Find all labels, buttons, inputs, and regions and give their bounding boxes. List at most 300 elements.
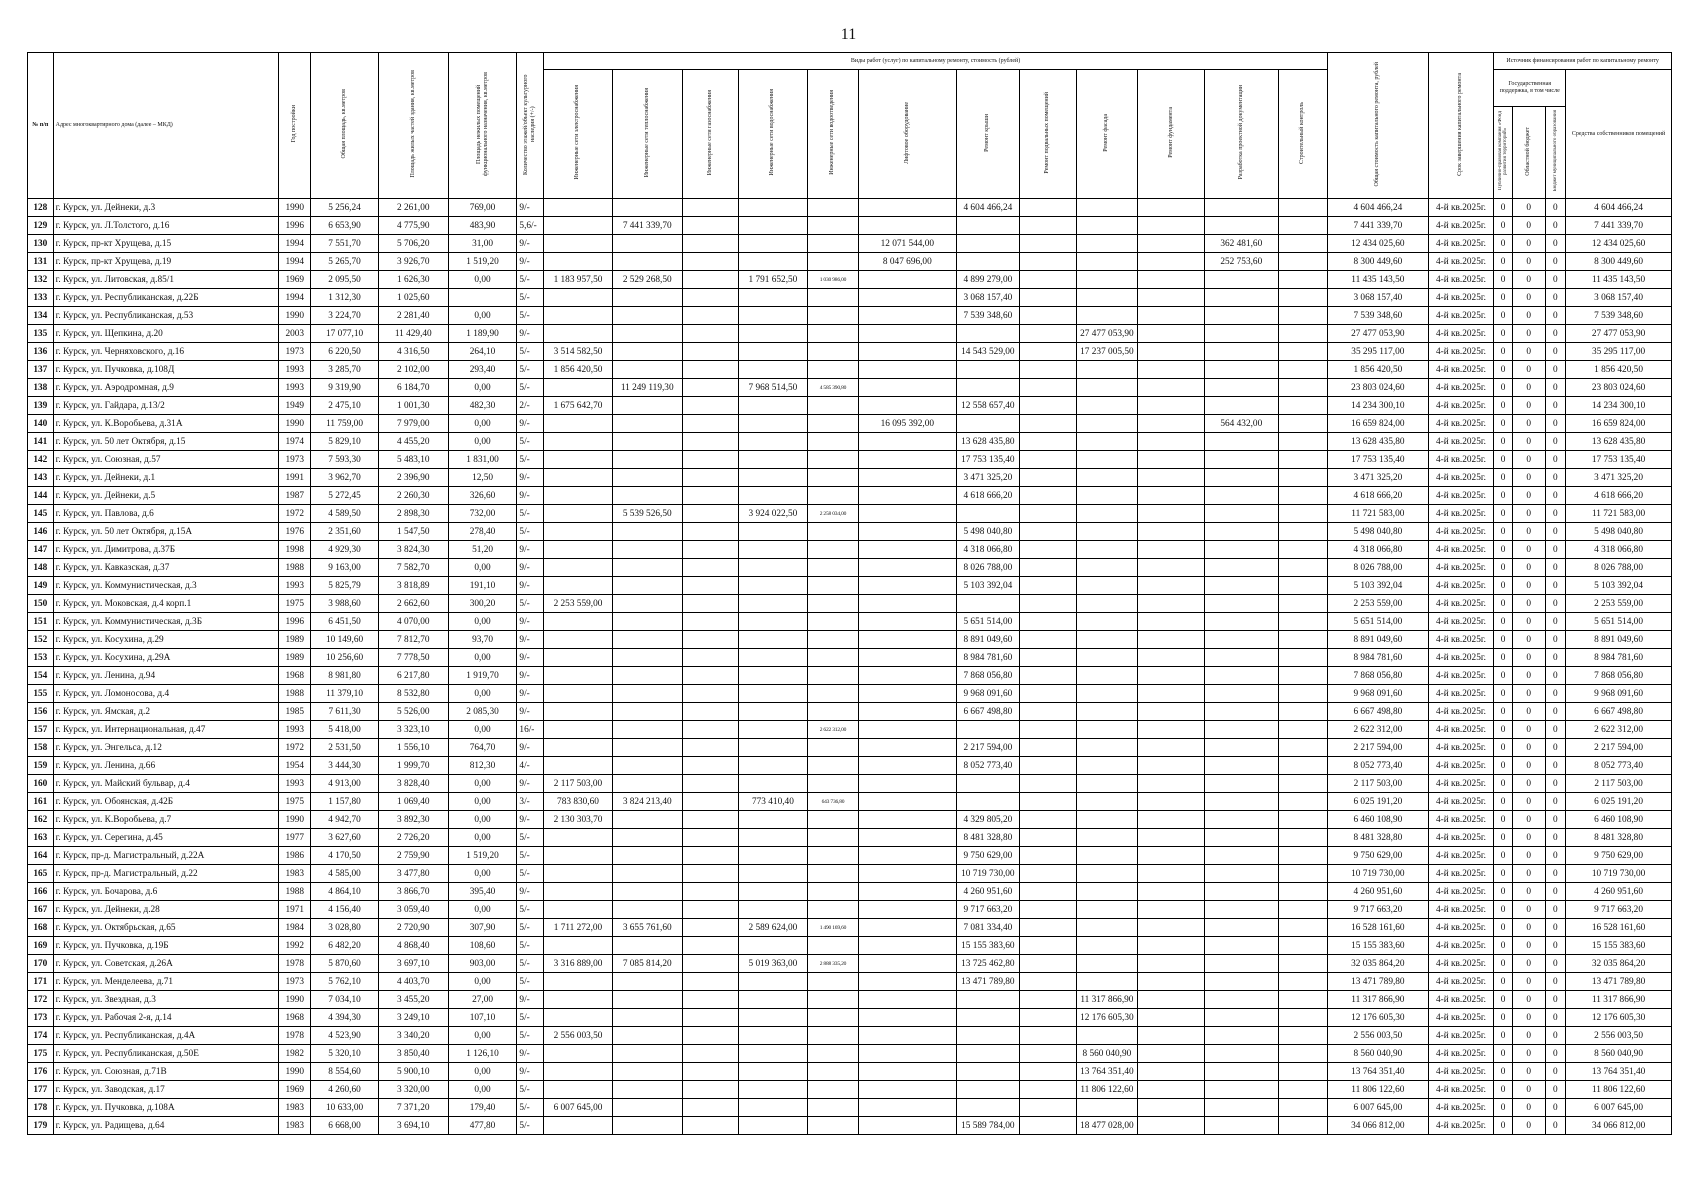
work-cost-cell: 2 888 335,20 [807,955,858,973]
work-cost-cell [1204,1081,1278,1099]
work-cost-cell [807,595,858,613]
work-cost-cell: 4 318 066,80 [956,541,1020,559]
work-cost-cell [1076,973,1138,991]
work-cost-cell [1138,757,1205,775]
work-cost-cell [859,343,956,361]
work-cost-cell [1076,487,1138,505]
fund-cell: 0 [1494,361,1512,379]
municipal-budget-cell: 0 [1545,307,1566,325]
work-cost-cell [1138,991,1205,1009]
work-cost-cell: 1 030 986,00 [807,271,858,289]
work-cost-cell [1204,595,1278,613]
work-cost-cell [807,469,858,487]
row-number: 128 [28,199,54,217]
year-cell: 1993 [279,379,311,397]
living-area-cell: 8 532,80 [378,685,448,703]
work-cost-cell [859,739,956,757]
work-cost-cell [739,703,808,721]
work-cost-cell [612,991,682,1009]
total-cost-cell: 6 007 645,00 [1328,1099,1429,1117]
year-cell: 1993 [279,775,311,793]
municipal-budget-cell: 0 [1545,721,1566,739]
total-cost-cell: 34 066 812,00 [1328,1117,1429,1135]
floors-cell: 9/- [517,811,544,829]
work-cost-cell [1020,487,1076,505]
work-cost-cell [859,271,956,289]
regional-budget-cell: 0 [1512,361,1545,379]
owners-funds-cell: 2 253 559,00 [1566,595,1672,613]
living-area-cell: 7 979,00 [378,415,448,433]
row-number: 160 [28,775,54,793]
work-cost-cell [859,649,956,667]
total-area-cell: 6 220,50 [311,343,379,361]
work-cost-cell [956,1009,1020,1027]
work-cost-cell [1204,1009,1278,1027]
work-cost-cell [1020,271,1076,289]
work-cost-cell [544,235,613,253]
work-cost-cell [1076,685,1138,703]
fund-cell: 0 [1494,1045,1512,1063]
work-cost-cell [956,1099,1020,1117]
work-cost-cell [1278,919,1327,937]
total-area-cell: 4 942,70 [311,811,379,829]
deadline-cell: 4-й кв.2025г. [1428,1045,1494,1063]
owners-funds-cell: 8 052 773,40 [1566,757,1672,775]
work-cost-cell: 8 891 049,60 [956,631,1020,649]
municipal-budget-cell: 0 [1545,811,1566,829]
regional-budget-cell: 0 [1512,667,1545,685]
work-cost-cell [682,361,738,379]
year-cell: 1988 [279,685,311,703]
work-cost-cell [1138,217,1205,235]
municipal-budget-cell: 0 [1545,739,1566,757]
work-cost-cell [612,199,682,217]
table-row [28,541,1672,559]
floors-cell: 5/- [517,1027,544,1045]
work-cost-cell [1076,613,1138,631]
nonliving-area-cell: 179,40 [448,1099,517,1117]
municipal-budget-cell: 0 [1545,937,1566,955]
year-cell: 1974 [279,433,311,451]
living-area-cell: 6 217,80 [378,667,448,685]
work-cost-cell [544,685,613,703]
work-cost-cell [1278,343,1327,361]
municipal-budget-cell: 0 [1545,775,1566,793]
total-cost-cell: 7 441 339,70 [1328,217,1429,235]
work-cost-cell [859,847,956,865]
address-cell: г. Курск, ул. Гайдара, д.13/2 [53,397,279,415]
work-cost-cell: 3 471 325,20 [956,469,1020,487]
work-cost-cell [1204,667,1278,685]
work-cost-cell [739,865,808,883]
living-area-cell: 1 069,40 [378,793,448,811]
total-cost-cell: 6 667 498,80 [1328,703,1429,721]
col-header-deadline: Срок завершения капитального ремонта [1428,53,1494,199]
fund-cell: 0 [1494,1063,1512,1081]
living-area-cell: 3 892,30 [378,811,448,829]
floors-cell: 5,6/- [517,217,544,235]
total-area-cell: 5 829,10 [311,433,379,451]
fund-cell: 0 [1494,613,1512,631]
nonliving-area-cell: 108,60 [448,937,517,955]
row-number: 166 [28,883,54,901]
work-cost-cell [1204,433,1278,451]
work-cost-cell [956,721,1020,739]
total-area-cell: 5 870,60 [311,955,379,973]
work-cost-cell [739,595,808,613]
col-header-sources-group: Источник финансирования работ по капитальному ремонту [1494,53,1672,70]
deadline-cell: 4-й кв.2025г. [1428,649,1494,667]
floors-cell: 9/- [517,739,544,757]
table-row [28,397,1672,415]
work-cost-cell: 5 103 392,04 [956,577,1020,595]
nonliving-area-cell: 12,50 [448,469,517,487]
work-cost-cell [544,1063,613,1081]
table-row [28,649,1672,667]
work-cost-cell [859,289,956,307]
work-cost-cell [1138,451,1205,469]
total-cost-cell: 9 968 091,60 [1328,685,1429,703]
work-cost-cell [612,973,682,991]
work-cost-cell [544,721,613,739]
living-area-cell: 4 868,40 [378,937,448,955]
year-cell: 1985 [279,703,311,721]
deadline-cell: 4-й кв.2025г. [1428,487,1494,505]
work-cost-cell [1278,1117,1327,1135]
work-cost-cell [859,469,956,487]
work-cost-cell [612,253,682,271]
address-cell: г. Курск, ул. Дейнеки, д.1 [53,469,279,487]
total-area-cell: 4 589,50 [311,505,379,523]
living-area-cell: 4 775,90 [378,217,448,235]
regional-budget-cell: 0 [1512,469,1545,487]
work-cost-cell [1138,1081,1205,1099]
row-number: 149 [28,577,54,595]
work-cost-cell [544,577,613,595]
work-cost-cell [956,253,1020,271]
regional-budget-cell: 0 [1512,595,1545,613]
work-cost-cell [682,379,738,397]
regional-budget-cell: 0 [1512,631,1545,649]
work-cost-cell [807,433,858,451]
table-row [28,757,1672,775]
work-cost-cell [612,1081,682,1099]
year-cell: 1990 [279,1063,311,1081]
floors-cell: 9/- [517,631,544,649]
work-cost-cell [1278,307,1327,325]
work-cost-cell [1204,883,1278,901]
deadline-cell: 4-й кв.2025г. [1428,703,1494,721]
work-cost-cell [1138,775,1205,793]
address-cell: г. Курск, ул. Менделеева, д.71 [53,973,279,991]
fund-cell: 0 [1494,523,1512,541]
fund-cell: 0 [1494,1009,1512,1027]
address-cell: г. Курск, ул. Ленина, д.66 [53,757,279,775]
regional-budget-cell: 0 [1512,811,1545,829]
fund-cell: 0 [1494,793,1512,811]
work-cost-cell [1138,307,1205,325]
deadline-cell: 4-й кв.2025г. [1428,1099,1494,1117]
total-cost-cell: 8 891 049,60 [1328,631,1429,649]
work-cost-cell [682,667,738,685]
owners-funds-cell: 3 471 325,20 [1566,469,1672,487]
work-cost-cell: 2 253 559,00 [544,595,613,613]
deadline-cell: 4-й кв.2025г. [1428,973,1494,991]
owners-funds-cell: 15 155 383,60 [1566,937,1672,955]
year-cell: 1993 [279,577,311,595]
floors-cell: 9/- [517,559,544,577]
work-cost-cell [1076,631,1138,649]
total-area-cell: 2 531,50 [311,739,379,757]
regional-budget-cell: 0 [1512,451,1545,469]
work-cost-cell: 9 750 629,00 [956,847,1020,865]
work-cost-cell [1138,1027,1205,1045]
work-cost-cell [739,1009,808,1027]
municipal-budget-cell: 0 [1545,613,1566,631]
municipal-budget-cell: 0 [1545,433,1566,451]
nonliving-area-cell: 326,60 [448,487,517,505]
work-cost-cell [859,1045,956,1063]
work-cost-cell [1020,523,1076,541]
deadline-cell: 4-й кв.2025г. [1428,523,1494,541]
work-cost-cell [682,991,738,1009]
work-cost-cell [739,307,808,325]
work-cost-cell [612,757,682,775]
owners-funds-cell: 23 803 024,60 [1566,379,1672,397]
work-cost-cell: 2 529 268,50 [612,271,682,289]
total-area-cell: 9 319,90 [311,379,379,397]
total-cost-cell: 8 560 040,90 [1328,1045,1429,1063]
living-area-cell: 1 999,70 [378,757,448,775]
table-row [28,505,1672,523]
row-number: 140 [28,415,54,433]
work-cost-cell [1138,703,1205,721]
year-cell: 1976 [279,523,311,541]
floors-cell: 9/- [517,685,544,703]
work-cost-cell: 1 490 169,60 [807,919,858,937]
deadline-cell: 4-й кв.2025г. [1428,631,1494,649]
work-cost-cell [1076,793,1138,811]
owners-funds-cell: 5 498 040,80 [1566,523,1672,541]
deadline-cell: 4-й кв.2025г. [1428,613,1494,631]
table-row [28,739,1672,757]
municipal-budget-cell: 0 [1545,919,1566,937]
living-area-cell: 5 526,00 [378,703,448,721]
address-cell: г. Курск, ул. Интернациональная, д.47 [53,721,279,739]
work-cost-cell [739,433,808,451]
fund-cell: 0 [1494,775,1512,793]
work-cost-cell [1076,811,1138,829]
fund-cell: 0 [1494,289,1512,307]
owners-funds-cell: 2 622 312,00 [1566,721,1672,739]
row-number: 133 [28,289,54,307]
total-cost-cell: 5 498 040,80 [1328,523,1429,541]
living-area-cell: 3 818,89 [378,577,448,595]
work-cost-cell [807,415,858,433]
deadline-cell: 4-й кв.2025г. [1428,235,1494,253]
work-cost-cell [1076,703,1138,721]
address-cell: г. Курск, ул. Союзная, д.57 [53,451,279,469]
owners-funds-cell: 32 035 864,20 [1566,955,1672,973]
work-cost-cell [682,757,738,775]
table-row [28,973,1672,991]
work-cost-cell [1278,505,1327,523]
fund-cell: 0 [1494,199,1512,217]
regional-budget-cell: 0 [1512,235,1545,253]
work-cost-cell [739,325,808,343]
regional-budget-cell: 0 [1512,343,1545,361]
row-number: 171 [28,973,54,991]
living-area-cell: 3 824,30 [378,541,448,559]
address-cell: г. Курск, пр-кт Хрущева, д.15 [53,235,279,253]
work-cost-cell [859,919,956,937]
total-area-cell: 7 593,30 [311,451,379,469]
municipal-budget-cell: 0 [1545,667,1566,685]
work-cost-cell: 18 477 028,00 [1076,1117,1138,1135]
work-cost-cell [1278,847,1327,865]
floors-cell: 5/- [517,595,544,613]
work-cost-cell [1138,613,1205,631]
floors-cell: 5/- [517,865,544,883]
work-cost-cell [859,307,956,325]
total-cost-cell: 3 068 157,40 [1328,289,1429,307]
work-cost-cell [612,901,682,919]
living-area-cell: 7 778,50 [378,649,448,667]
address-cell: г. Курск, ул. Дейнеки, д.5 [53,487,279,505]
work-cost-cell [682,559,738,577]
municipal-budget-cell: 0 [1545,415,1566,433]
owners-funds-cell: 4 318 066,80 [1566,541,1672,559]
regional-budget-cell: 0 [1512,703,1545,721]
work-cost-cell [1076,253,1138,271]
table-row [28,433,1672,451]
regional-budget-cell: 0 [1512,613,1545,631]
work-cost-cell [1204,271,1278,289]
municipal-budget-cell: 0 [1545,487,1566,505]
work-cost-cell [859,973,956,991]
work-cost-cell [859,487,956,505]
work-cost-cell [544,379,613,397]
work-cost-cell [859,883,956,901]
work-cost-cell [1020,775,1076,793]
work-cost-cell [682,901,738,919]
nonliving-area-cell: 0,00 [448,775,517,793]
floors-cell: 9/- [517,703,544,721]
regional-budget-cell: 0 [1512,973,1545,991]
work-cost-cell [1204,469,1278,487]
work-cost-cell [682,973,738,991]
year-cell: 1975 [279,793,311,811]
floors-cell: 5/- [517,307,544,325]
living-area-cell: 2 260,30 [378,487,448,505]
work-cost-cell [739,1081,808,1099]
work-cost-cell: 8 984 781,60 [956,649,1020,667]
work-cost-cell [612,451,682,469]
work-cost-cell [1278,937,1327,955]
owners-funds-cell: 5 651 514,00 [1566,613,1672,631]
year-cell: 1973 [279,451,311,469]
nonliving-area-cell: 307,90 [448,919,517,937]
address-cell: г. Курск, ул. Майский бульвар, д.4 [53,775,279,793]
work-cost-cell: 17 237 005,50 [1076,343,1138,361]
living-area-cell: 1 547,50 [378,523,448,541]
work-cost-cell [1138,415,1205,433]
row-number: 175 [28,1045,54,1063]
nonliving-area-cell: 764,70 [448,739,517,757]
work-cost-cell [682,235,738,253]
year-cell: 1968 [279,1009,311,1027]
table-row [28,1063,1672,1081]
work-cost-cell [612,613,682,631]
floors-cell: 5/- [517,955,544,973]
work-cost-cell [1020,739,1076,757]
work-cost-cell: 783 830,60 [544,793,613,811]
work-cost-cell [859,1009,956,1027]
work-cost-cell [1076,739,1138,757]
work-cost-cell: 3 655 761,60 [612,919,682,937]
work-cost-cell: 13 764 351,40 [1076,1063,1138,1081]
work-cost-cell [1076,955,1138,973]
living-area-cell: 3 828,40 [378,775,448,793]
owners-funds-cell: 11 721 583,00 [1566,505,1672,523]
address-cell: г. Курск, ул. Димитрова, д.37Б [53,541,279,559]
floors-cell: 9/- [517,325,544,343]
work-cost-cell [807,775,858,793]
row-number: 138 [28,379,54,397]
work-cost-cell [807,1045,858,1063]
work-cost-cell [1138,829,1205,847]
nonliving-area-cell: 0,00 [448,721,517,739]
work-cost-cell [612,847,682,865]
work-cost-cell [739,667,808,685]
work-cost-cell [1278,451,1327,469]
work-cost-cell [1138,1045,1205,1063]
work-cost-cell [1020,991,1076,1009]
work-cost-cell [612,325,682,343]
living-area-cell: 3 323,10 [378,721,448,739]
row-number: 162 [28,811,54,829]
year-cell: 1978 [279,1027,311,1045]
regional-budget-cell: 0 [1512,379,1545,397]
row-number: 152 [28,631,54,649]
page-number: 11 [840,26,857,43]
floors-cell: 5/- [517,847,544,865]
work-cost-cell: 15 589 784,00 [956,1117,1020,1135]
work-cost-cell: 27 477 053,90 [1076,325,1138,343]
address-cell: г. Курск, ул. Аэродромная, д.9 [53,379,279,397]
year-cell: 1977 [279,829,311,847]
municipal-budget-cell: 0 [1545,1117,1566,1135]
owners-funds-cell: 4 604 466,24 [1566,199,1672,217]
work-cost-cell [1076,469,1138,487]
work-cost-cell [807,1081,858,1099]
work-cost-cell [1076,577,1138,595]
work-cost-cell [1020,865,1076,883]
work-cost-cell [1278,379,1327,397]
work-cost-cell [1278,1045,1327,1063]
table-row [28,919,1672,937]
work-cost-cell [1278,757,1327,775]
row-number: 143 [28,469,54,487]
work-cost-cell [859,559,956,577]
work-cost-cell [1076,865,1138,883]
owners-funds-cell: 8 984 781,60 [1566,649,1672,667]
deadline-cell: 4-й кв.2025г. [1428,451,1494,469]
owners-funds-cell: 16 528 161,60 [1566,919,1672,937]
work-cost-cell [1204,757,1278,775]
nonliving-area-cell: 0,00 [448,307,517,325]
work-cost-cell [807,307,858,325]
